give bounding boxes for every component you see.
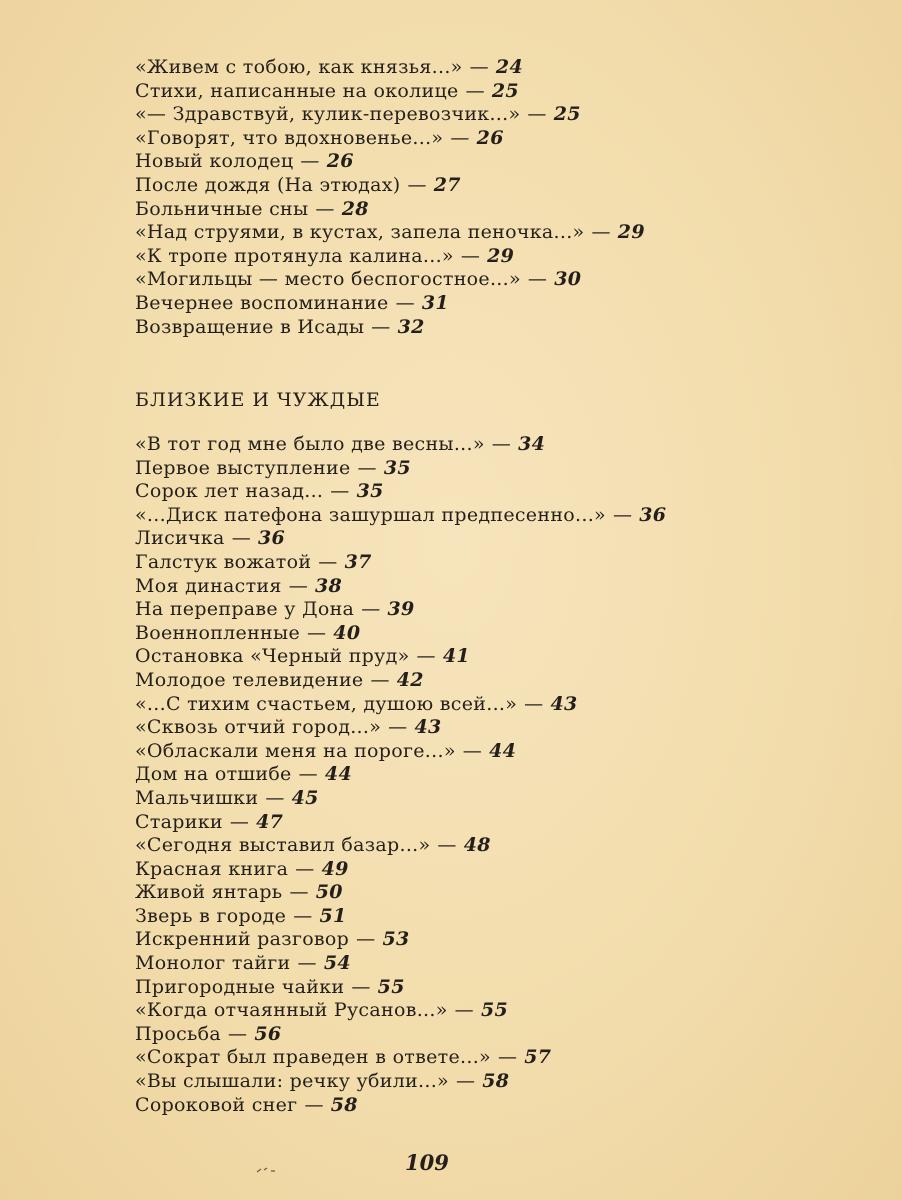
toc-entry xyxy=(135,268,902,292)
entry-title: Больничные сны xyxy=(135,197,309,220)
entry-dash: — xyxy=(371,315,391,338)
entry-dash: — xyxy=(454,999,474,1022)
entry-title: «Говорят, что вдохновенье...» xyxy=(135,126,444,149)
toc-entry xyxy=(135,976,902,1000)
entry-page: 53 xyxy=(382,928,410,951)
toc-entry xyxy=(135,292,902,316)
entry-title: Остановка «Черный пруд» xyxy=(135,645,410,668)
toc-entry xyxy=(135,551,902,575)
entry-page: 32 xyxy=(397,315,425,338)
entry-title: «...С тихим счастьем, душою всей...» xyxy=(135,692,518,715)
entry-page: 30 xyxy=(554,268,582,291)
ink-smudge xyxy=(255,1160,277,1174)
entry-dash: — xyxy=(298,763,318,786)
entry-dash: — xyxy=(416,645,436,668)
entry-dash: — xyxy=(356,928,376,951)
entry-title: Возвращение в Исады xyxy=(135,315,365,338)
entry-title: Новый колодец xyxy=(135,150,294,173)
entry-page: 29 xyxy=(487,244,515,267)
toc-entry xyxy=(135,598,902,622)
toc-entry xyxy=(135,905,902,929)
entry-page: 24 xyxy=(495,56,523,78)
entry-page: 50 xyxy=(315,881,343,904)
entry-page: 43 xyxy=(414,716,442,739)
entry-title: Стихи, написанные на околице xyxy=(135,79,459,102)
entry-dash: — xyxy=(288,574,308,597)
entry-dash: — xyxy=(315,197,335,220)
toc-entry xyxy=(135,1070,902,1094)
entry-title: Первое выступление xyxy=(135,456,351,479)
toc-entry xyxy=(135,834,902,858)
toc-entry xyxy=(135,103,902,127)
entry-title: Мальчишки xyxy=(135,786,259,809)
toc-entry xyxy=(135,1023,902,1047)
entry-dash: — xyxy=(462,739,483,762)
entry-page: 35 xyxy=(356,480,384,503)
toc-entry xyxy=(135,1046,902,1070)
entry-page: 39 xyxy=(387,598,415,621)
toc-entry xyxy=(135,858,902,882)
entry-title: «Вы слышали: речку убили...» xyxy=(135,1070,449,1093)
entry-title: «Сократ был праведен в ответе...» xyxy=(135,1046,491,1069)
entry-title: Военнопленные xyxy=(135,621,300,644)
entry-title: «В тот год мне было две весны...» xyxy=(135,433,485,455)
entry-title: Живой янтарь xyxy=(135,881,283,904)
entry-title: На переправе у Дона xyxy=(135,598,355,621)
entry-page: 36 xyxy=(258,527,286,550)
entry-page: 25 xyxy=(553,103,581,126)
entry-dash: — xyxy=(491,433,512,455)
toc-entry xyxy=(135,433,902,457)
entry-title: Старики xyxy=(135,810,223,833)
entry-dash: — xyxy=(361,598,381,621)
page-number: 109 xyxy=(405,1150,449,1175)
entry-title: «Обласкали меня на пороге...» xyxy=(135,739,456,762)
entry-dash: — xyxy=(527,103,547,126)
toc-list-continued xyxy=(0,56,902,339)
toc-entry xyxy=(135,575,902,599)
entry-dash: — xyxy=(388,716,408,739)
entry-title: «— Здравствуй, кулик-перевозчик...» xyxy=(135,103,521,126)
entry-dash: — xyxy=(370,668,390,691)
entry-dash: — xyxy=(306,621,327,644)
entry-dash: — xyxy=(330,480,350,503)
entry-title: Просьба xyxy=(135,1022,222,1045)
entry-page: 25 xyxy=(491,79,519,102)
toc-list-section xyxy=(0,433,902,1117)
entry-page: 44 xyxy=(489,739,517,762)
toc-entry xyxy=(135,928,902,952)
entry-page: 51 xyxy=(319,904,347,927)
entry-page: 57 xyxy=(524,1046,552,1069)
entry-title: Сорок лет назад... xyxy=(135,480,324,503)
entry-page: 56 xyxy=(254,1022,282,1045)
entry-title: Сороковой снег xyxy=(135,1093,298,1116)
toc-entry xyxy=(135,645,902,669)
entry-dash: — xyxy=(497,1046,518,1069)
entry-title: «Сквозь отчий город...» xyxy=(135,716,382,739)
entry-page: 49 xyxy=(321,857,349,880)
entry-dash: — xyxy=(460,244,481,267)
entry-title: Искренний разговор xyxy=(135,928,350,951)
entry-page: 55 xyxy=(480,999,509,1022)
entry-title: «Когда отчаянный Русанов...» xyxy=(135,999,448,1022)
entry-page: 35 xyxy=(383,456,411,479)
entry-page: 43 xyxy=(550,692,578,715)
entry-dash: — xyxy=(318,550,338,573)
entry-dash: — xyxy=(612,503,633,526)
entry-title: «К тропе протянула калина...» xyxy=(135,244,454,267)
toc-entry xyxy=(135,80,902,104)
entry-page: 29 xyxy=(617,221,645,244)
toc-entry xyxy=(135,174,902,198)
entry-title: Красная книга xyxy=(135,857,289,880)
entry-dash: — xyxy=(300,150,320,173)
entry-title: Пригородные чайки xyxy=(135,975,345,998)
entry-title: Моя династия xyxy=(135,574,282,597)
entry-page: 40 xyxy=(333,621,361,644)
toc-entry xyxy=(135,480,902,504)
entry-page: 47 xyxy=(256,810,284,833)
toc-entry xyxy=(135,127,902,151)
toc-entry xyxy=(135,787,902,811)
toc-entry xyxy=(135,740,902,764)
entry-title: Молодое телевидение xyxy=(135,668,364,691)
toc-entry xyxy=(135,316,902,340)
entry-dash: — xyxy=(395,291,415,314)
entry-dash: — xyxy=(469,56,489,78)
entry-page: 58 xyxy=(482,1070,510,1093)
toc-entry xyxy=(135,999,902,1023)
entry-title: «Сегодня выставил базар...» xyxy=(135,834,431,857)
entry-title: «Над струями, в кустах, запела пеночка...» xyxy=(135,221,585,244)
toc-entry xyxy=(135,763,902,787)
entry-dash: — xyxy=(407,173,427,196)
entry-page: 37 xyxy=(344,550,372,573)
entry-page: 44 xyxy=(324,763,352,786)
entry-dash: — xyxy=(465,79,485,102)
entry-dash: — xyxy=(228,1022,248,1045)
toc-entry xyxy=(135,952,902,976)
toc-entry xyxy=(135,693,902,717)
entry-title: Зверь в городе xyxy=(135,904,287,927)
entry-dash: — xyxy=(229,810,250,833)
entry-dash: — xyxy=(295,857,315,880)
toc-entry xyxy=(135,150,902,174)
section-heading: БЛИЗКИЕ И ЧУЖДЫЕ xyxy=(135,389,381,411)
entry-page: 34 xyxy=(518,433,546,455)
entry-title: «Живем с тобою, как князья...» xyxy=(135,56,463,78)
entry-dash: — xyxy=(437,834,457,857)
entry-dash: — xyxy=(455,1070,476,1093)
entry-page: 58 xyxy=(330,1093,358,1116)
entry-page: 36 xyxy=(639,503,667,526)
entry-page: 45 xyxy=(291,786,319,809)
entry-title: После дождя (На этюдах) xyxy=(135,173,401,196)
toc-entry xyxy=(135,504,902,528)
entry-title: Лисичка xyxy=(135,527,225,550)
entry-dash: — xyxy=(357,456,377,479)
toc-entry xyxy=(135,881,902,905)
entry-dash: — xyxy=(265,786,285,809)
entry-page: 55 xyxy=(377,975,405,998)
entry-page: 26 xyxy=(326,150,354,173)
toc-entry xyxy=(135,56,902,80)
toc-entry xyxy=(135,457,902,481)
entry-dash: — xyxy=(591,221,611,244)
toc-entry xyxy=(135,622,902,646)
toc-entry xyxy=(135,245,902,269)
entry-title: Монолог тайги xyxy=(135,952,291,975)
entry-dash: — xyxy=(293,904,313,927)
entry-page: 31 xyxy=(421,291,449,314)
entry-dash: — xyxy=(524,692,544,715)
entry-page: 28 xyxy=(341,197,369,220)
toc-entry xyxy=(135,1094,902,1118)
entry-title: Дом на отшибе xyxy=(135,763,292,786)
toc-entry xyxy=(135,811,902,835)
toc-entry xyxy=(135,221,902,245)
entry-title: Вечернее воспоминание xyxy=(135,291,389,314)
entry-dash: — xyxy=(351,975,371,998)
entry-title: «Могильцы — место беспогостное...» xyxy=(135,268,521,291)
toc-entry xyxy=(135,716,902,740)
entry-dash: — xyxy=(450,126,470,149)
entry-title: Галстук вожатой xyxy=(135,550,312,573)
entry-page: 42 xyxy=(396,668,424,691)
entry-page: 48 xyxy=(463,834,491,857)
entry-page: 38 xyxy=(315,574,343,597)
entry-dash: — xyxy=(231,527,251,550)
toc-entry xyxy=(135,669,902,693)
toc-entry xyxy=(135,527,902,551)
entry-dash: — xyxy=(297,952,317,975)
entry-page: 41 xyxy=(442,645,470,668)
entry-dash: — xyxy=(289,881,309,904)
toc-entry xyxy=(135,198,902,222)
entry-page: 26 xyxy=(476,126,504,149)
entry-page: 27 xyxy=(433,173,461,196)
entry-dash: — xyxy=(304,1093,324,1116)
entry-title: «...Диск патефона зашуршал предпесенно...» xyxy=(135,503,606,526)
entry-page: 54 xyxy=(323,952,351,975)
entry-dash: — xyxy=(527,268,548,291)
